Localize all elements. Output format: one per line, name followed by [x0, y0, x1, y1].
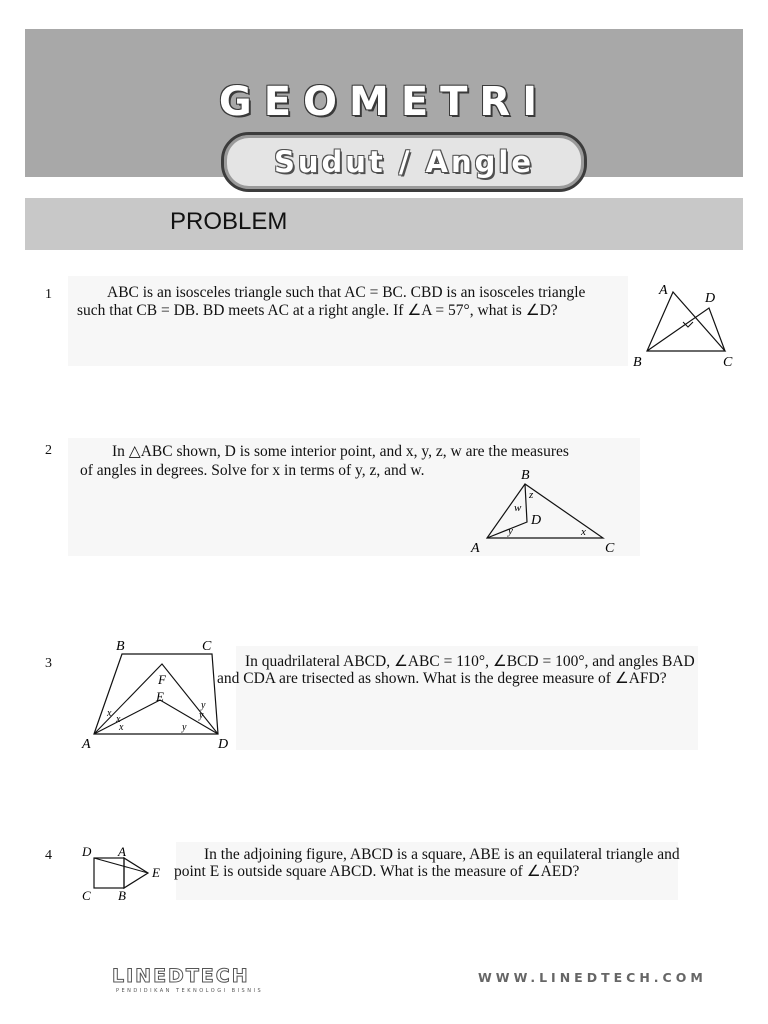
label-c: C [723, 355, 733, 370]
label-a: A [118, 844, 126, 859]
page-title: GEOMETRI [218, 79, 550, 125]
problem-4-line-2: point E is outside square ABCD. What is the measure of ∠AED? [174, 863, 580, 880]
website-url: WWW.LINEDTECH.COM [478, 970, 707, 985]
problem-3-line-1: In quadrilateral ABCD, ∠ABC = 110°, ∠BCD = 100°, and angles BAD [245, 653, 695, 670]
page-subtitle: Sudut / Angle [273, 145, 535, 179]
subtitle-pill [221, 132, 587, 192]
label-y-2: y [199, 710, 204, 721]
label-x-3: x [119, 722, 124, 733]
triangle-cbd [647, 308, 725, 351]
brand-logo: LINEDTECH [112, 965, 250, 987]
label-f: F [158, 672, 166, 687]
header-banner [25, 29, 743, 177]
label-b: B [521, 468, 530, 483]
label-d: D [531, 513, 542, 528]
label-z: z [529, 489, 534, 501]
section-title: PROBLEM [170, 208, 288, 235]
problem-2-line-2: of angles in degrees. Solve for x in terms of y, z, and w. [80, 462, 425, 479]
problem-4-figure [76, 842, 166, 906]
problem-4-line-1: In the adjoining figure, ABCD is a square, ABE is an equilateral triangle and [204, 846, 680, 863]
label-c: C [605, 541, 615, 556]
label-y: y [508, 525, 513, 537]
problem-3-number: 3 [45, 656, 52, 671]
label-a: A [82, 737, 91, 752]
label-y-3: y [182, 722, 187, 733]
label-x-1: x [107, 708, 112, 719]
label-b: B [118, 888, 126, 903]
label-a: A [659, 283, 668, 298]
problem-1-line-2: such that CB = DB. BD meets AC at a right angle. If ∠A = 57°, what is ∠D? [77, 302, 558, 319]
label-x-2: x [116, 714, 121, 725]
label-w: w [514, 502, 522, 514]
problem-1-number: 1 [45, 287, 52, 302]
label-d: D [218, 737, 229, 752]
brand-tagline: PENDIDIKAN TEKNOLOGI BISNIS [116, 988, 264, 994]
label-x: x [581, 526, 586, 538]
section-bar [25, 198, 743, 250]
label-b: B [116, 639, 125, 654]
triangle-abe [124, 858, 148, 888]
problem-3-figure [78, 634, 238, 756]
problem-4-number: 4 [45, 848, 52, 863]
label-c: C [82, 888, 91, 903]
label-a: A [471, 541, 480, 556]
label-e: E [152, 865, 160, 880]
problem-1-figure [625, 278, 745, 373]
label-c: C [202, 639, 212, 654]
label-d: D [705, 291, 716, 306]
label-d: D [82, 844, 92, 859]
problem-2-line-1: In △ABC shown, D is some interior point, and x, y, z, w are the measures [112, 443, 569, 460]
problem-3-line-2: and CDA are trisected as shown. What is the degree measure of ∠AFD? [217, 670, 667, 687]
segment-de [94, 858, 148, 873]
problem-1-line-1: ABC is an isosceles triangle such that AC = BC. CBD is an isosceles triangle [107, 284, 586, 301]
label-e: E [156, 689, 164, 704]
label-b: B [633, 355, 642, 370]
problem-2-number: 2 [45, 443, 52, 458]
label-y-1: y [201, 700, 206, 711]
problem-2-figure [465, 462, 625, 560]
